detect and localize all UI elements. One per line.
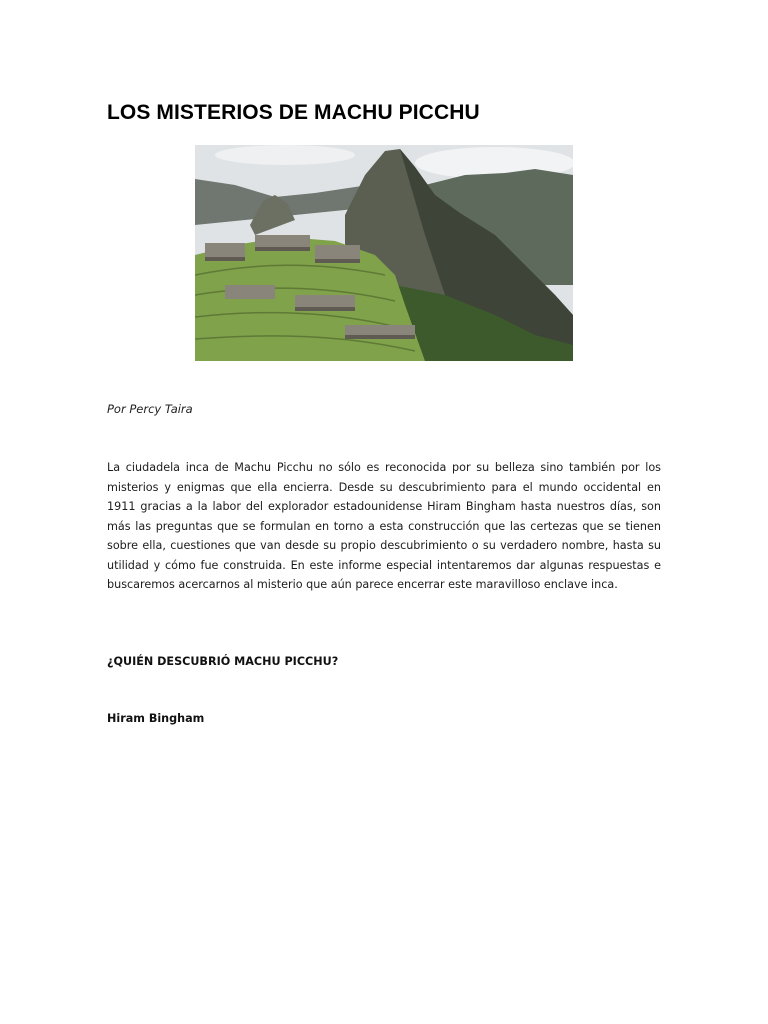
author-byline: Por Percy Taira	[107, 402, 193, 416]
document-title: LOS MISTERIOS DE MACHU PICCHU	[107, 101, 480, 124]
section-heading: ¿QUIÉN DESCUBRIÓ MACHU PICCHU?	[107, 655, 339, 668]
section-answer: Hiram Bingham	[107, 712, 205, 725]
intro-paragraph: La ciudadela inca de Machu Picchu no sólo es reconocida por su belleza sino también por los misterios y enigmas que ella encierra. Desde su descubrimiento para el mundo occidental en 1911 gracias a la labor del explorador estadounidense Hiram Bingham hasta nuestros días, son más las preguntas que se formulan en torno a esta construcción que las certezas que se tienen sobre ella, cuestiones que van desde su propio descubrimiento o su verdadero nombre, hasta su utilidad y cómo fue construida. En este informe especial intentaremos dar algunas respuestas e buscaremos acercarnos al misterio que aún parece encerrar este maravilloso enclave inca.	[107, 461, 661, 591]
machu-picchu-photo	[195, 145, 573, 361]
machu-picchu-illustration	[195, 145, 573, 361]
photo-cloud	[215, 145, 355, 165]
